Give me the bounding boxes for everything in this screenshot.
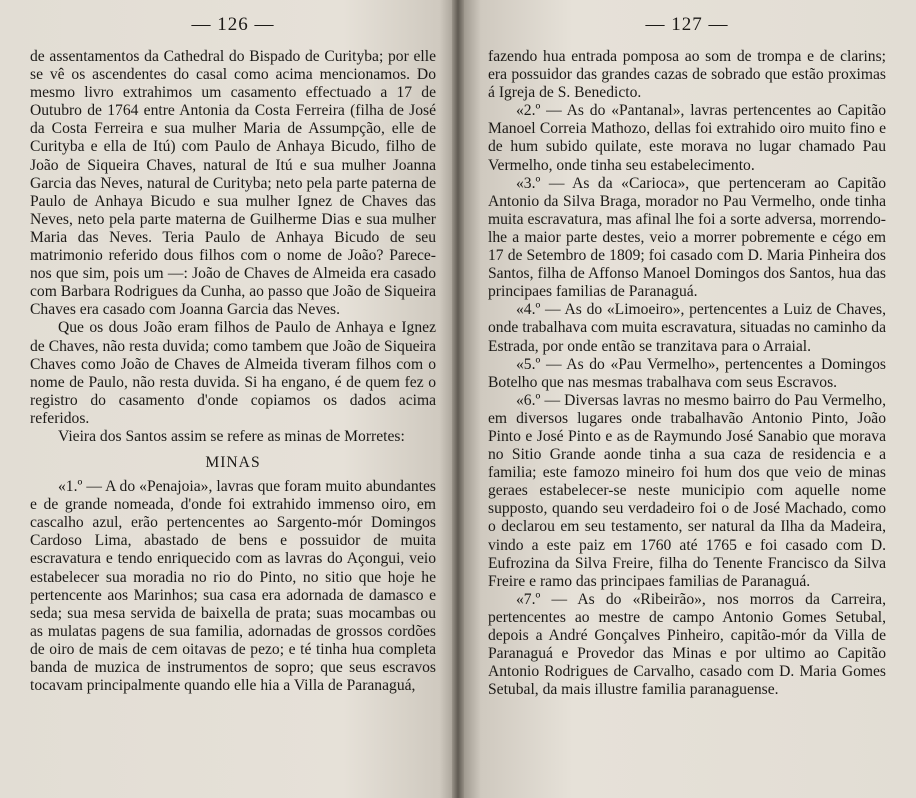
paragraph-l2: Que os dous João eram filhos de Paulo de Anhaya e Ignez de Chaves, não resta duvida; como tambem que João de Siqueira Chaves como João de Chaves de Almeida tiveram filhos com o nome de Paulo, não resta duvida. Si ha engano, é de quem fez o registro do casamento d'onde copiamos os dados acima referidos. bbox=[30, 319, 436, 427]
right-page bbox=[458, 0, 916, 798]
section-heading-minas: MINAS bbox=[205, 454, 261, 472]
paragraph-l4: «1.º — A do «Penajoia», lavras que foram muito abundantes e de grande nomeada, d'onde foi extrahido immenso oiro, em cascalho azul, erão pertencentes ao Sargento-mór Domingos Cardoso Lima, abastado de bens e possuidor de muita escravatura e tendo enriquecido com as lavras do Açongui, veio estabelecer sua moradia no rio do Pinto, no sitio que hoje he pertencente aos Marinhos; sua casa era adornada de damasco e seda; sua mesa servida de baixella de prata; suas mocambas ou as mulatas pagens de sua familia, adornadas de grossos cordões de oiro de mais de cem oitavas de pezo; e té tinha hua completa banda de muzica de instrumentos de sopro; que seus escravos tocavam principalmente quando elle hia a Villa de Paranaguá, bbox=[30, 478, 436, 695]
paragraph-l3: Vieira dos Santos assim se refere as minas de Morretes: bbox=[58, 427, 405, 445]
paragraph-r3: «3.º — As da «Carioca», que pertenceram ao Capitão Antonio da Silva Braga, morador no Pau Vermelho, onde tinha muita escravatura, mas afinal lhe foi a sorte adversa, morrendo-lhe a maior parte destes, veio a morrer pobremente e cégo em 17 de Setembro de 1809; foi casado com D. Maria Pinheira dos Santos, filha de Affonso Manoel Domingos dos Santos, hua das principaes familias de Paranaguá. bbox=[488, 174, 886, 301]
book-gutter bbox=[452, 0, 464, 798]
paragraph-r4: «4.º — As do «Limoeiro», pertencentes a Luiz de Chaves, onde trabalhava com muita escravatura, situadas no caminho da Estrada, por onde então se tranzitava para o Arraial. bbox=[488, 301, 886, 355]
page-number-left: — 126 — bbox=[191, 14, 275, 35]
page-number-right: — 127 — bbox=[645, 14, 729, 35]
paragraph-l1: de assentamentos da Cathedral do Bispado de Curityba; por elle se vê os ascendentes do casal como acima mencionamos. Do mesmo livro extrahimos um casamento effectuado a 17 de Outubro de 1764 entre Antonia da Costa Ferreira (filha de José da Costa Ferreira e sua mulher Maria de Assumpção, elle de Curityba e ella de Itú) com Paulo de Anhaya Bicudo, filho de João de Siqueira Chaves, natural de Itú e sua mulher Joanna Garcia das Neves, natural de Curityba; neto pela parte paterna de Paulo de Anhaya Bicudo e sua mulher Ignez de Chaves das Neves, neto pela parte materna de Guilherme Dias e sua mulher Maria das Neves. Teria Paulo de Anhaya Bicudo de seu matrimonio referido dous filhos com o nome de João? Parece-nos que sim, pois um —: João de Chaves de Almeida era casado com Barbara Rodrigues da Cunha, ao passo que João de Siqueira Chaves era casado com Joanna Garcia das Neves. bbox=[30, 48, 436, 319]
paragraph-r2: «2.º — As do «Pantanal», lavras pertencentes ao Capitão Manoel Correia Mathozo, dellas foi extrahido oiro muito fino e de hum subido quilate, este morava no lugar chamado Pau Vermelho, onde tinha seu estabelecimento. bbox=[488, 102, 886, 174]
paragraph-r1: fazendo hua entrada pomposa ao som de trompa e de clarins; era possuidor das grandes cazas de sobrado que estão proximas á Igreja de S. Benedicto. bbox=[488, 48, 886, 102]
paragraph-r5: «5.º — As do «Pau Vermelho», pertencentes a Domingos Botelho que nas mesmas trabalhava com seus Escravos. bbox=[488, 355, 886, 391]
paragraph-r6: «6.º — Diversas lavras no mesmo bairro do Pau Vermelho, em diversos lugares onde trabalhavão Antonio Pinto, João Pinto e José Pinto e as de Raymundo José Sanabio que morava no Sitio Grande aonde tinha a sua caza de residencia e a familia; este famozo mineiro foi hum dos que veio de minas geraes estabelecer-se neste municipio com aquelle nome supposto, quando seu verdadeiro foi o de José Machado, como o declarou em seu testamento, ser natural da Ilha da Madeira, vindo a este paiz em 1760 até 1765 e foi casado com D. Eufrozina da Silva Freire, filha do Tenente Francisco da Silva Freire e ramo das principaes familias de Paranaguá. bbox=[488, 391, 886, 590]
paragraph-r7: «7.º — As do «Ribeirão», nos morros da Carreira, pertencentes ao mestre de campo Antonio Gomes Setubal, depois a André Gonçalves Pinheiro, capitão-mór da Villa de Paranaguá e Provedor das Minas e por ultimo ao Capitão Antonio Rodrigues de Carvalho, casado com D. Maria Gomes Setubal, da mais illustre familia paranaguense. bbox=[488, 590, 886, 699]
